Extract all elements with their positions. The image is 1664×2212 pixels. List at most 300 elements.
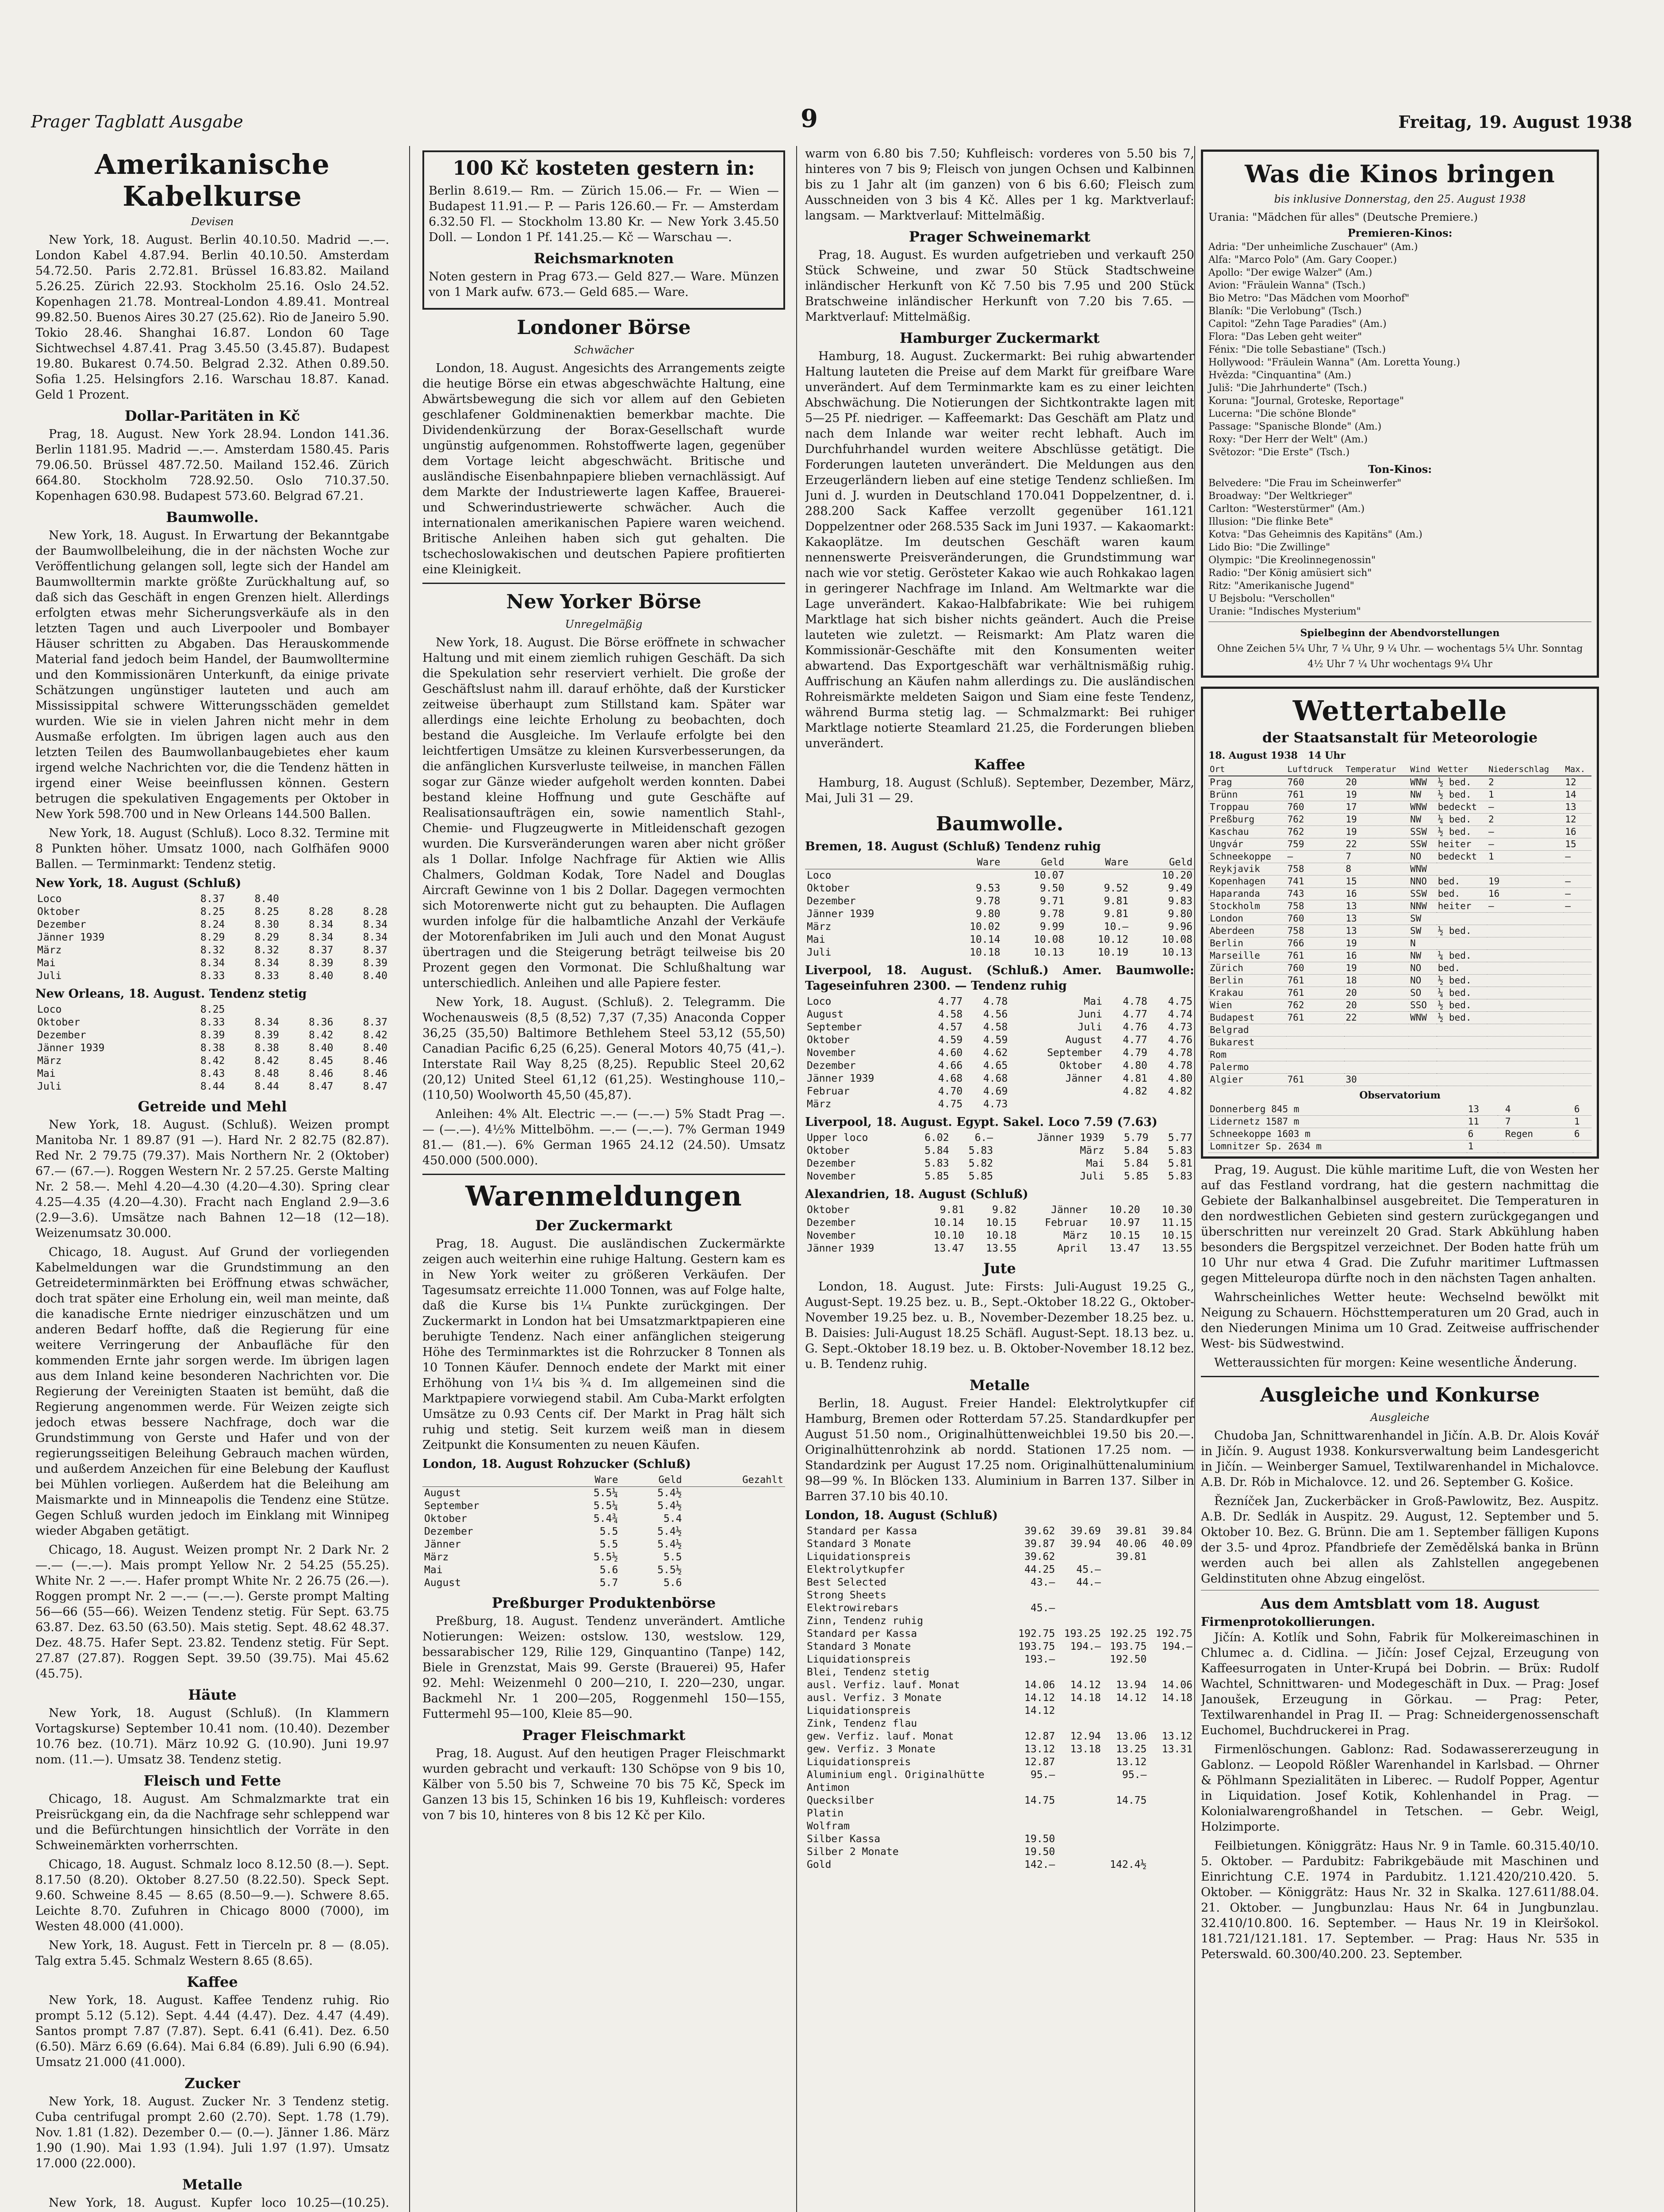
table-row (805, 1602, 1194, 1615)
col-head: Luftdruck (1286, 764, 1345, 776)
cell-value: SSO (1409, 999, 1437, 1012)
cell-value (1487, 913, 1564, 925)
table-row (805, 1551, 1194, 1563)
cell-value: 8.33 (200, 1017, 225, 1028)
weather-row (1208, 838, 1591, 851)
cell-value: 6 (1573, 1103, 1591, 1116)
show-times-text: Ohne Zeichen 5¼ Uhr, 7 ¼ Uhr, 9 ¼ Uhr. — wochentags 5¼ Uhr. Sonntag 4½ Uhr 7 ¼ Uhr wochentags 9¼ Uhr (1217, 643, 1583, 670)
cell-value: 8.34 (254, 1017, 279, 1028)
table-row (805, 1717, 1194, 1730)
cell-value: 19 (1487, 876, 1564, 888)
london-metals-table (805, 1525, 1194, 1871)
row-label: Dezember (37, 919, 86, 930)
cell-value (1564, 950, 1591, 962)
cell-value: 10.14 (970, 934, 1001, 945)
cell-value (1487, 1037, 1564, 1049)
cell-value: 4.70 (938, 1086, 963, 1097)
cell-value: 4.75 (938, 1098, 963, 1110)
cell-value: 8.36 (309, 1017, 334, 1028)
cell-value: NW (1409, 950, 1437, 962)
divider (422, 583, 785, 584)
settlements-sub: Ausgleiche (1370, 1411, 1430, 1424)
fat-title: Fleisch und Fette (143, 1772, 281, 1789)
cell-value: 4.80 (1123, 1060, 1147, 1071)
cell-value (1487, 987, 1564, 999)
row-label: London (1208, 913, 1286, 925)
cell-value: 766 (1286, 937, 1345, 950)
fat-text: Chicago, 18. August. Am Schmalzmarkte trat ein Preisrückgang ein, da die Nachfrage sehr schleppend war und die Befürchtungen hinsichtlich der Vorräte in den Schweinemärkten vorherrschten. (35, 1792, 389, 1852)
row-label: Palermo (1208, 1061, 1286, 1074)
row-label: Mai (37, 1068, 56, 1079)
alexandria-heading: Alexandrien, 18. August (Schluß) (805, 1187, 1028, 1201)
cell-value: 8.33 (200, 970, 225, 982)
cotton-text: New York, 18. August. In Erwartung der Bekanntgabe der Baumwollbeleihung, die in der nächsten Woche zur Veröffentlichung gelangen soll, legte sich der Handel am Baumwolltermin markte größte Zurückhaltung auf, so daß sich das Geschäft in engen Grenzen hielt. Allerdings erfolgten etwas mehr Sicherungsverkäufe als in den letzten Tagen und auch Liverpooler und Bombayer Häuser schritten zu Abgaben. Das Herauskommende Material fand jedoch beim Handel, der Baumwolltermine und den Kommissionären Unterkunft, da einige private Schätzungen ungünstiger lauteten und auch am Mississippital schwere Witterungsschäden gemeldet wurden. Wie sie in vielen Jahren nicht mehr in dem Ausmaße erfolgten. Im übrigen lagen auch aus den letzten Teilen des Baumwollanbaugebietes eher kaum irgend welche Nachrichten vor, die die Tendenz hätten in irgend einer Weise beeinflussen können. Gestern betrugen die spekulativen Engagements per Oktober in New York 598.700 und in New Orleans 144.500 Ballen. (35, 529, 389, 821)
cell-value (1487, 1061, 1564, 1074)
weather-row (1208, 1037, 1591, 1049)
cell-value: 10.18 (970, 947, 1001, 958)
table-row (805, 1782, 1194, 1794)
cell-value: bed. (1437, 876, 1487, 888)
cell-value: 4.78 (983, 996, 1008, 1007)
cell-value: 5.85 (924, 1171, 949, 1182)
sugar-market-text: Prag, 18. August. Die ausländischen Zuckermärkte zeigen auch weiterhin eine ruhige Haltung. Gestern kam es in New York weiter zu größeren Verkäufen. Der Tagesumsatz erreichte 11.000 Tonnen, was auf Folge halte, daß die Kurse bis 1¼ Punkte zurückgingen. Der Zuckermarkt in London hat bei Umsatzmarktpapieren eine beruhigte Tendenz. Nach einer anfänglichen steigerung Höhe des Terminmarktes ist die Rohrzucker 8 Tonnen als 10 Tonnen Käufer. Dennoch endete der Markt mit einer Erhöhung von 1¼ bis ¾ d. Im allgemeinen sind die Marktpapiere vorwiegend stabil. Am Cuba-Markt erfolgten Umsätze zu 0.93 Cents cif. Der Markt in Prag hält sich ruhig und stetig. Seit kurzem weiß man in diesem Zeitpunkt die Konsumenten zu neuen Käufen. (422, 1237, 785, 1452)
row-label: Dezember (424, 1526, 473, 1537)
cell-value: 4.56 (983, 1009, 1008, 1020)
cell-value: 4.73 (983, 1098, 1008, 1110)
row-label: Jänner (424, 1539, 461, 1550)
table-row (805, 908, 1194, 921)
table-row (805, 1085, 1194, 1098)
table-row (805, 1807, 1194, 1820)
cell-value: 13.55 (986, 1243, 1017, 1254)
cell-value (1564, 925, 1591, 937)
liverpool2-table (805, 1132, 1194, 1183)
column-rule (1194, 146, 1195, 2212)
table-row (805, 895, 1194, 908)
cell-value: 5.4½ (657, 1539, 682, 1550)
cell-value: 10.20 (1162, 870, 1192, 881)
table-row (805, 1576, 1194, 1589)
cell-value (1103, 1833, 1149, 1846)
cell-value (1148, 1717, 1194, 1730)
cell-value: 10.12 (1097, 934, 1129, 945)
cell-value (1564, 975, 1591, 987)
cell-value: 8.38 (200, 1042, 225, 1054)
cell-value: 8.46 (363, 1055, 387, 1067)
cell-value: Regen (1504, 1128, 1573, 1141)
bremen-table (805, 856, 1194, 959)
table-row (805, 1794, 1194, 1807)
cell-value: 5.85 (1124, 1171, 1149, 1182)
weather-row (1208, 900, 1591, 913)
cell-value: WNW (1409, 1012, 1437, 1024)
table-row (35, 1003, 389, 1016)
col-head: Ware (1066, 856, 1130, 869)
cell-value: 18 (1344, 975, 1409, 987)
cotton-title-2: Baumwolle. (936, 813, 1064, 835)
cell-value (1437, 1049, 1487, 1061)
weather-row (1208, 1049, 1591, 1061)
cell-value: 10.19 (1097, 947, 1129, 958)
cell-value: 10.13 (1162, 947, 1192, 958)
cell-value: 4.76 (1168, 1034, 1192, 1046)
exchange-box-title: 100 Kč kosteten gestern in: (452, 157, 755, 180)
coffee-text-2: Hamburg, 18. August (Schluß). September, Dezember, März, Mai, Juli 31 — 29. (805, 776, 1194, 805)
table-row (805, 1098, 1194, 1111)
cell-value: — (1286, 851, 1345, 863)
cell-value (684, 1487, 785, 1500)
exchange-box (422, 150, 785, 310)
cell-value: 39.62 (1024, 1551, 1055, 1563)
weather-row (1208, 999, 1591, 1012)
table-row (35, 944, 389, 957)
cell-value: 8.24 (200, 919, 225, 930)
cell-value: bedeckt (1437, 851, 1487, 863)
sound-cinema-heading: Ton-Kinos: (1368, 463, 1432, 476)
no-cotton-heading: New Orleans, 18. August. Tendenz stetig (35, 987, 307, 1001)
grain-text: New York, 18. August. (Schluß). Weizen prompt Manitoba Nr. 1 89.87 (91 —). Hard Nr. 2 82.75 (82.87). Red Nr. 2 79.75 (79.37). Mais Northern Nr. 2 (Oktober) 67.— (67.—). Roggen Western Nr. 2 57.25. Gerste Malting Nr. 2 58.—. Mehl 4.20—4.30 (4.20—4.30). Spring clear 4.25—4.35 (4.20—4.30). Fracht nach England 2.9—3.6 (2.9—3.6). Umsätze nach Bahnen 12—18 (12—18). Weizenumsatz 30.000. (35, 1118, 389, 1240)
table-row (805, 1204, 1194, 1217)
cell-value: 9.78 (976, 895, 1001, 907)
cell-value: 4.82 (1168, 1086, 1192, 1097)
table-row (805, 1563, 1194, 1576)
row-label: Standard 3 Monate (807, 1641, 911, 1652)
pressburg-title: Preßburger Produktenbörse (491, 1594, 716, 1611)
cell-value: 8.38 (254, 1042, 279, 1054)
table-row (805, 882, 1194, 895)
pressburg-text: Preßburg, 18. August. Tendenz unverändert. Amtliche Notierungen: Weizen: ostslow. 130, westslow. 129, bessarabischer 129, Rilie 129, Ginquantino (Tanpe) 142, Biele in Grenzstat, Mais 99. Gerste (Brauerei) 95, Hafer 92. Mehl: Weizenmehl 0 200—210, I. 220—230, ungar. Backmehl Nr. 1 200—205, Roggenmehl 150—155, Futtermehl 95—100, Kleie 85—90. (422, 1614, 785, 1721)
row-label: Zürich (1208, 962, 1286, 975)
observatory-row (1208, 1141, 1591, 1153)
cell-value (1148, 1794, 1194, 1807)
cell-value: 5.5 (599, 1539, 618, 1550)
observatory-row (1208, 1103, 1591, 1116)
hides-text: New York, 18. August (Schluß). (In Klammern Vortagskurse) September 10.41 nom. (10.40). Dezember 10.76 bez. (10.71). März 10.92 G. (10.90). Juni 19.97 nom. (11.—). Umsatz 38. Tendenz stetig. (35, 1706, 389, 1767)
cell-value: 22 (1344, 1012, 1409, 1024)
weather-title: Wettertabelle (1292, 695, 1507, 727)
cell-value: 5.77 (1168, 1132, 1192, 1144)
row-label: Elektrowirebars (807, 1602, 899, 1614)
cell-value (1487, 975, 1564, 987)
cell-value: 760 (1286, 913, 1345, 925)
cell-value: 193.75 (1110, 1641, 1147, 1652)
cell-value: 8.43 (200, 1068, 225, 1079)
bremen-heading: Bremen, 18. August (Schluß) Tendenz ruhig (805, 840, 1101, 853)
cell-value: 5.79 (1124, 1132, 1149, 1144)
ny-exchange-text-3: Anleihen: 4% Alt. Electric —.— (—.—) 5% Stadt Prag —.— (—.—). 4½% Mittelböhm. —.— (—.—). 7% German 1949 81.— (81.—). 6% German 1965 24.12 (24.50). Umsatz 450.000 (500.000). (422, 1107, 785, 1167)
row-label: Ungvár (1208, 838, 1286, 851)
cable-rates-title: Amerikanische Kabelkurse (95, 148, 330, 212)
cell-value: 758 (1286, 925, 1345, 937)
pig-market-title: Prager Schweinemarkt (909, 228, 1091, 245)
cell-value: März (1063, 1230, 1088, 1241)
cell-value (1148, 1653, 1194, 1666)
cell-value (1009, 1098, 1104, 1111)
row-label: Lomnitzer Sp. 2634 m (1208, 1141, 1467, 1153)
row-label: Silber Kassa (807, 1833, 881, 1845)
table-row (805, 1628, 1194, 1640)
column-rule (409, 146, 410, 2212)
row-label: Belgrad (1208, 1024, 1286, 1037)
cell-value: 8.29 (200, 932, 225, 943)
cell-value: 5.6 (599, 1564, 618, 1576)
cell-value: 192.25 (1110, 1628, 1147, 1640)
row-label: Aluminium engl. Originalhütte (807, 1769, 985, 1781)
weather-row (1208, 826, 1591, 838)
hides-title: Häute (188, 1686, 237, 1703)
list-item: Olympic: "Die Kreolinnegenossin" (1208, 555, 1376, 566)
cell-value: 8.25 (200, 906, 225, 918)
cell-value: 39.69 (1070, 1525, 1101, 1537)
cell-value: 14.18 (1070, 1692, 1101, 1704)
cell-value: 13.94 (1116, 1679, 1147, 1691)
cell-value (1286, 1024, 1345, 1037)
table-row (805, 1132, 1194, 1144)
cell-value: — (1487, 826, 1564, 838)
cell-value: 9.96 (1168, 921, 1192, 933)
weather-text: Prag, 19. August. Die kühle maritime Luft, die von Westen her auf das Festland vordrang, hat die gestern nachmittag die Gebiete der Balkanhalbinsel ausgebreitet. Die Temperaturen in den nordwestlichen Gebieten sind gestern zurückgegangen und überschritten nur vereinzelt 20 Grad. Stark Abkühlung haben besonders die Bergspitzel verzeichnet. Der Boden hatte früh um 10 Uhr nur etwa 4 Grad. Die Zufuhr maritimer Luftmassen gegen Mitteleuropa dürfte noch in den nächsten Tagen anhalten. (1201, 1163, 1599, 1285)
cell-value: Juni (1077, 1009, 1102, 1020)
table-row (805, 1640, 1194, 1653)
cell-value: NO (1409, 962, 1437, 975)
ny-exchange-text-2: New York, 18. August. (Schluß). 2. Telegramm. Die Wochenausweis (8,5 (8,52) 7,37 (7,35) Anaconda Copper 36,25 (35,50) Baltimore Bethlehem Steel 53,12 (55,50) Canadian Pacific 6,25 (6,25). General Motors 40,75 (41,–). Interstate Rail Way 8,25 (8,25). Republic Steel 20,62 (20,12) United Steel 61,12 (61,25). Westinghouse 110,– (110,50) Woolworth 45,50 (45,87). (422, 995, 785, 1102)
cell-value: bedeckt (1437, 801, 1487, 814)
cell-value: 39.84 (1162, 1525, 1192, 1537)
london-sugar-heading: London, 18. August Rohzucker (Schluß) (422, 1457, 691, 1471)
table-row (805, 1743, 1194, 1756)
table-row (805, 1705, 1194, 1717)
cell-value: 8.34 (309, 919, 334, 930)
cinema-box (1201, 150, 1599, 678)
list-item: Juliš: "Die Jahrhunderte" (Tsch.) (1208, 383, 1367, 394)
pig-market-text: Prag, 18. August. Es wurden aufgetrieben und verkauft 250 Stück Schweine, und zwar 50 Stück Stadtschweine inländischer Herkunft von Kč 7.50 bis 7.95 und 200 Stück Bratschweine inländischer Herkunft von 7.20 bis 7.65. — Marktverlauf: Mittelmäßig. (805, 248, 1194, 324)
list-item: Hvězda: "Cinquantina" (Am.) (1208, 370, 1351, 381)
table-row (35, 1055, 389, 1068)
grain-text-2: Chicago, 18. August. Auf Grund der vorliegenden Kabelmeldungen war die Grundstimmung an den Getreideterminmärkten bei Eröffnung etwas schwächer, doch trat später eine Erholung ein, weil man meinte, daß die kanadische Ernte niedriger einzuschätzen und um anderen Bedarf hoffte, daß die Regierung für eine weitere Verringerung der Anbaufläche für den kommenden Ernte jahr sorgen werde. Im übrigen lagen aus dem Inland keine besonderen Nachrichten vor. Die Regierung der Vereinigten Staaten ist bemüht, daß die Regierung angenommen werde. Für Weizen zeigte sich jedoch etwas bessere Nachfrage, doch war die Grundstimmung von Gerste und Hafer und von der regierungsseitigen Beleihung Gebrauch machen würden, und außerdem Anzeichen für eine Belebung der Kauflust bei Mühlen vorliegen. Außerdem hat die Beleihung am Maismarkte und in Minneapolis die Tendenz eine Stütze. Gegen Schluß wurden jedoch im Einklang mit Winnipeg wieder Abgaben getätigt. (35, 1245, 389, 1538)
cell-value: 5.84 (1124, 1145, 1149, 1156)
settlements-text: Chudoba Jan, Schnittwarenhandel in Jičín. A.B. Dr. Alois Kovář in Jičín. 9. August 1938. Konkursverwaltung beim Landesgericht in Jičín. — Weinberger Samuel, Textilwarenhandel in Michalovce. A.B. Dr. Rób in Michalovce. 12. und 26. September G. Košice. (1201, 1429, 1599, 1489)
row-label: Platin (807, 1808, 844, 1819)
cell-value (1148, 1666, 1194, 1679)
weather-row (1208, 789, 1591, 801)
cell-value: 8.25 (254, 906, 279, 918)
col-head: Niederschlag (1487, 764, 1564, 776)
hamburg-sugar-title: Hamburger Zuckermarkt (900, 330, 1100, 346)
cell-value: 10.15 (1162, 1230, 1192, 1241)
list-item: Lido Bio: "Die Zwillinge" (1208, 542, 1330, 553)
table-row (805, 1157, 1194, 1170)
cell-value: 4.59 (983, 1034, 1008, 1046)
cell-value: 8.48 (254, 1068, 279, 1079)
table-row (805, 1589, 1194, 1602)
sugar-text: New York, 18. August. Zucker Nr. 3 Tendenz stetig. Cuba centrifugal prompt 2.60 (2.70). Sept. 1.78 (1.79). Nov. 1.81 (1.82). Dezember 0.— (0.—). Jänner 1.86. März 1.90 (1.90). Mai 1.93 (1.94). Juli 1.97 (1.97). Umsatz 17.000 (22.000). (35, 2095, 389, 2170)
cell-value: 13 (1564, 801, 1591, 814)
cell-value (1409, 1061, 1437, 1074)
cell-value: 5.5¼ (593, 1500, 618, 1512)
cell-value: 14.18 (1162, 1692, 1192, 1704)
cell-value: Jänner (1065, 1073, 1102, 1084)
cell-value: 19 (1344, 937, 1409, 950)
list-item: Ritz: "Amerikanische Jugend" (1208, 580, 1354, 591)
cell-value (335, 893, 389, 906)
auctions-text: Feilbietungen. Königgrätz: Haus Nr. 9 in Tamle. 60.315.40/10. 5. Oktober. — Pardubitz: Fabrikgebäude mit Maschinen und Einrichtung C.E. 1974 in Pardubitz. 1.121.420/210.420. 5. Oktober. — Königgrätz: Haus Nr. 32 in Skalka. 127.611/88.04. 21. Oktober. — Jungbunzlau: Haus Nr. 64 in Jungbunzlau. 32.410/10.800. 16. September. — Haus Nr. 19 in Kleiršokol. 181.721/121.181. 17. September. — Prag: Haus Nr. 535 in Peterswald. 60.300/40.200. 23. September. (1201, 1839, 1599, 1961)
cell-value (1487, 937, 1564, 950)
row-label: gew. Verfiz. lauf. Monat (807, 1731, 954, 1742)
cell-value: 20 (1344, 999, 1409, 1012)
cell-value: 45.— (1076, 1564, 1101, 1575)
hamburg-sugar-text: Hamburg, 18. August. Zuckermarkt: Bei ruhig abwartender Haltung lauteten die Preise auf dem Markt für greifbare Ware unverändert. Auf dem Terminmarkte kam es zu einer leichten Abschwächung. Die Notierungen der Sichtkontrakte lagen mit 5—25 Pf. niedriger. — Kaffeemarkt: Das Geschäft am Platz und nach dem Inlande war weiter recht lebhaft. Auch im Durchfuhrhandel wurden weitere Abschlüsse getätigt. Die Forderungen lauteten unverändert. Die Meldungen aus den Erzeugerländern lieben auf eine stetige Tendenz schließen. Im Juni d. J. wurden in Deutschland 170.041 Doppelzentner, d. i. 288.200 Sack Kaffee verzollt gegenüber 161.121 Doppelzentner oder 268.535 Sack im Juni 1937. — Kakaomarkt: Kakaoplätze. Im deutschen Geschäft waren kaum nennenswerte Preisveränderungen, die Grundstimmung war nach wie vor stetig. Gerösteter Kakao wie auch Rohkakao lagen in geringerer Nachfrage im Inland. Am Weltmarkte war die Lage unverändert. Kakao-Halbfabrikate: Wie bei ruhigem Marktlage hat sich bisher nichts geändert. Auch die Preise lauteten wie zuletzt. — Reismarkt: Am Platz waren die Kommissionär-Geschäfte mit den Konsumenten weiter abwartend. Das Exportgeschäft war verhältnismäßig ruhig. Auffrischung an Käufen nahm allerdings zu. Die ausländischen Rohreismärkte meldeten Saigon und Siam eine feste Tendenz, während Burma stetig lag. — Schmalzmarkt: Bei ruhiger Marktlage notierte Steamlard 21.25, die Forderungen blieben unverändert. (805, 349, 1194, 750)
table-row (35, 906, 389, 918)
cell-value (1498, 1116, 1504, 1128)
cell-value: 4.78 (1123, 996, 1147, 1007)
table-row (35, 893, 389, 906)
row-label: November (807, 1171, 856, 1182)
cell-value (226, 1003, 281, 1016)
row-label: Stockholm (1208, 900, 1286, 913)
cell-value (1103, 1666, 1149, 1679)
weather-row (1208, 876, 1591, 888)
cell-value (1103, 1807, 1149, 1820)
weather-date-text: 18. August 1938 (1208, 750, 1298, 761)
cell-value: 4.77 (938, 996, 963, 1007)
cell-value (1437, 913, 1487, 925)
row-label: Liquidationspreis (807, 1551, 911, 1563)
row-label: Liquidationspreis (807, 1756, 911, 1768)
cell-value: 8.39 (363, 957, 387, 969)
cell-value: — (1564, 888, 1591, 900)
coffee-title: Kaffee (187, 1974, 238, 1990)
cell-value (1487, 925, 1564, 937)
table-row (805, 1525, 1194, 1538)
table-row (805, 869, 1194, 883)
cell-value: 1 (1487, 789, 1564, 801)
cell-value: 13.55 (1162, 1243, 1192, 1254)
row-label: Upper loco (807, 1132, 868, 1144)
table-row (805, 1047, 1194, 1060)
cell-value: 760 (1286, 962, 1345, 975)
cell-value: heiter (1437, 900, 1487, 913)
col-head: Wind (1409, 764, 1437, 776)
weather-row (1208, 801, 1591, 814)
cell-value: 8.42 (254, 1055, 279, 1067)
coffee-text: New York, 18. August. Kaffee Tendenz ruhig. Rio prompt 5.12 (5.12). Sept. 4.44 (4.47). Dez. 4.47 (4.49). Santos prompt 7.87 (7.87). Sept. 6.41 (6.41). Dez. 6.50 (6.50). März 6.69 (6.64). Mai 6.84 (6.89). Juli 6.90 (6.94). Umsatz 21.000 (41.000). (35, 1993, 389, 2069)
weather-row (1208, 950, 1591, 962)
table-row (805, 1170, 1194, 1183)
cell-value (1148, 1756, 1194, 1769)
cell-value: 10.15 (1109, 1230, 1140, 1241)
cell-value (1148, 1602, 1194, 1615)
page-number: 9 (801, 104, 818, 133)
cell-value: 741 (1286, 876, 1345, 888)
cell-value: 761 (1286, 1012, 1345, 1024)
table-row (422, 1513, 785, 1525)
cell-value: 5.83 (1168, 1171, 1192, 1182)
cell-value: 13.47 (1109, 1243, 1140, 1254)
cell-value (1286, 1037, 1345, 1049)
list-item: Bio Metro: "Das Mädchen vom Moorhof" (1208, 293, 1410, 304)
table-row (35, 918, 389, 931)
cell-value: 39.81 (1116, 1551, 1147, 1563)
table-row (805, 1756, 1194, 1769)
cell-value: heiter (1437, 838, 1487, 851)
row-label: Oktober (424, 1513, 467, 1525)
row-label: Elektrolytkupfer (807, 1564, 905, 1575)
cell-value (1437, 1074, 1487, 1086)
row-label: Haparanda (1208, 888, 1286, 900)
cell-value: 11.15 (1162, 1217, 1192, 1229)
cell-value: 8.32 (254, 945, 279, 956)
list-item: Broadway: "Der Weltkrieger" (1208, 491, 1353, 502)
table-row (805, 1217, 1194, 1229)
cell-value (1148, 1576, 1194, 1589)
cell-value (1148, 1705, 1194, 1717)
cell-value (1564, 1049, 1591, 1061)
cell-value: 12 (1564, 776, 1591, 789)
settlements-text-2: Řezníček Jan, Zuckerbäcker in Groß-Pawlowitz, Bez. Auspitz. A.B. Dr. Sedlák in Auspitz. 29. August, 12. September und 5. Oktober 10. Bez. G. Brünn. Die am 1. September fälligen Kupons der 3.5- und 4proz. Pfandbriefe der Zemědělská banka in Brünn werden auch bei allen als Zahlstellen angegebenen Geldinstituten ohne Abzug eingelöst. (1201, 1494, 1599, 1586)
cell-value: 22 (1344, 838, 1409, 851)
cell-value: 9.52 (1104, 883, 1129, 894)
cell-value (1011, 1589, 1057, 1602)
list-item: Blaník: "Die Verlobung" (Tsch.) (1208, 306, 1362, 317)
cell-value: 761 (1286, 1074, 1345, 1086)
cell-value (1437, 1024, 1487, 1037)
cell-value: 5.83 (1168, 1145, 1192, 1156)
table-row (805, 1833, 1194, 1846)
cell-value: 19 (1344, 962, 1409, 975)
row-label: Schneekoppe (1208, 851, 1286, 863)
cell-value (1057, 1782, 1103, 1794)
header-left: Prager Tagblatt Ausgabe (31, 112, 243, 131)
cell-value (1103, 1846, 1149, 1859)
cell-value (684, 1551, 785, 1564)
cell-value: 7 (1504, 1116, 1573, 1128)
cell-value: SSW (1409, 888, 1437, 900)
cell-value (1498, 1128, 1504, 1141)
row-label: Jänner 1939 (807, 908, 874, 920)
row-label: Zinn, Tendenz ruhig (807, 1615, 924, 1627)
cell-value: ½ bed. (1437, 826, 1487, 838)
cell-value: 8.37 (309, 945, 334, 956)
cell-value: Jänner 1939 (1037, 1132, 1104, 1144)
cell-value: Mai (1086, 1158, 1104, 1169)
cell-value (684, 1538, 785, 1551)
cell-value (1344, 1037, 1409, 1049)
row-label: Oktober (807, 883, 850, 894)
cell-value (1104, 1098, 1149, 1111)
cell-value: 4.76 (1123, 1022, 1147, 1033)
cell-value: WNW (1409, 863, 1437, 876)
weather-date (1208, 748, 1591, 764)
cell-value: 13 (1344, 900, 1409, 913)
cell-value: 14.75 (1116, 1795, 1147, 1806)
row-label: Dezember (37, 1029, 86, 1041)
row-label: Kaschau (1208, 826, 1286, 838)
col-head: Ware (556, 1474, 620, 1487)
table-row (805, 995, 1194, 1008)
weather-row (1208, 913, 1591, 925)
weather-row (1208, 1061, 1591, 1074)
devisen-subtitle: Devisen (191, 215, 234, 228)
cell-value: 194.— (1162, 1641, 1192, 1652)
cell-value: — (1487, 900, 1564, 913)
list-item: Passage: "Spanische Blonde" (Am.) (1208, 421, 1382, 432)
cell-value: 8.39 (309, 957, 334, 969)
weather-table (1208, 764, 1591, 1086)
cell-value (1103, 1589, 1149, 1602)
table-row (422, 1538, 785, 1551)
list-item: Apollo: "Der ewige Walzer" (Am.) (1208, 267, 1373, 278)
gazette-title: Aus dem Amtsblatt vom 18. August (1260, 1595, 1540, 1612)
